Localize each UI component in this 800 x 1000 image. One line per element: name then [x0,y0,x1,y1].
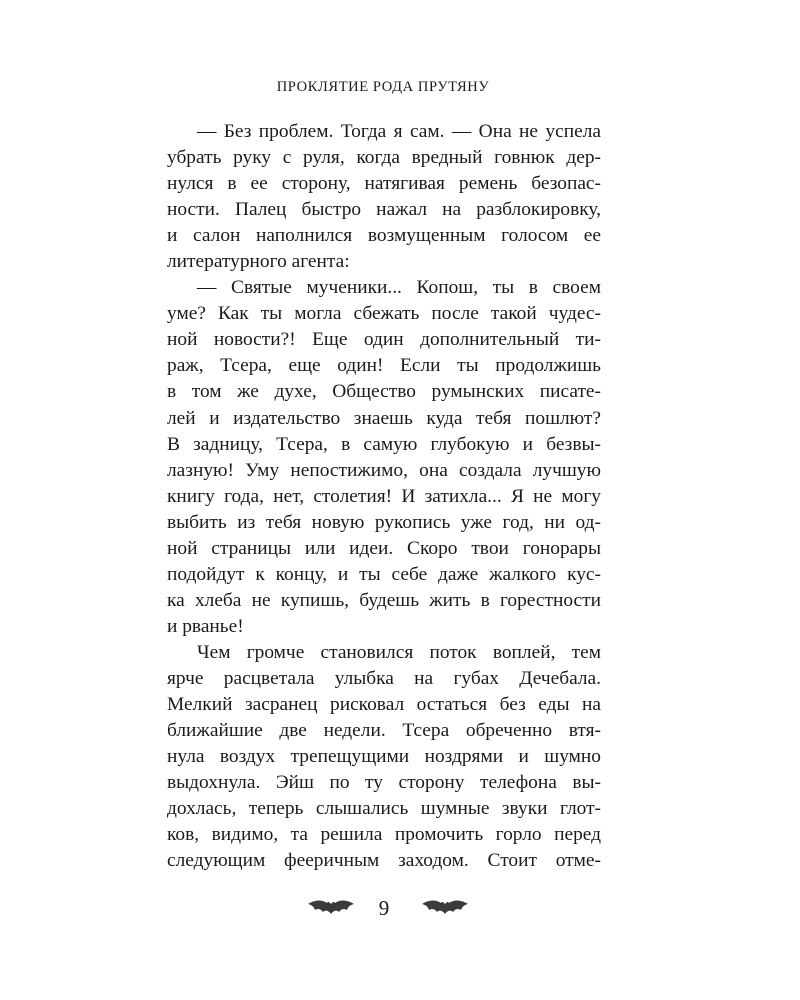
bat-icon [307,898,355,920]
text-line: ной страницы или идеи. Скоро твои гонорары [167,537,601,559]
text-line: нула воздух трепещущими ноздрями и шумно [167,746,601,768]
body-text [167,119,601,874]
paragraph [167,640,601,874]
text-line: книгу года, нет, столетия! И затихла... Я не могу [167,485,601,507]
text-line: — Без проблем. Тогда я сам. — Она не успела [197,121,601,142]
text-line: лазную! Уму непостижимо, она создала лучшую [167,459,601,481]
text-line: В задницу, Тсера, в самую глубокую и безвы- [167,433,601,455]
paragraph [167,275,601,640]
text-line: следующим фееричным заходом. Стоит отме- [167,850,601,872]
text-line: Мелкий засранец рисковал остаться без еды на [167,694,601,716]
text-line: ближайшие две недели. Тсера обреченно втя- [167,720,601,742]
paragraph [167,119,601,275]
text-line: выдохнула. Эйш по ту сторону телефона вы- [167,772,601,794]
text-line: и рванье! [167,615,244,637]
text-line: — Святые мученики... Копош, ты в своем [197,277,601,299]
text-line: выбить из тебя новую рукопись уже год, ни од- [167,511,601,533]
page-number: 9 [378,896,390,920]
text-line: ной новости?! Еще один дополнительный ти- [167,329,601,351]
text-line: ности. Палец быстро нажал на разблокировку, [167,199,601,221]
text-line: в том же духе, Общество румынских писате- [167,381,601,403]
running-head: ПРОКЛЯТИЕ РОДА ПРУТЯНУ [276,79,490,95]
bat-icon [421,898,469,920]
text-line: подойдут к концу, и ты себе даже жалкого кус- [167,563,601,585]
text-line: убрать руку с руля, когда вредный говнюк дер- [167,147,601,169]
text-line: ярче расцветала улыбка на губах Дечебала. [167,667,601,689]
text-line: дохлась, теперь слышались шумные звуки глот- [167,798,601,820]
page-footer [0,890,800,930]
text-line: ка хлеба не купишь, будешь жить в горестности [167,589,601,611]
text-line: литературного агента: [167,251,350,273]
text-line: нулся в ее сторону, натягивая ремень безопас- [167,173,601,195]
text-line: раж, Тсера, еще один! Если ты продолжишь [167,355,601,377]
text-line: уме? Как ты могла сбежать после такой чудес- [167,303,601,325]
text-line: ков, видимо, та решила промочить горло перед [167,824,601,846]
text-line: Чем громче становился поток воплей, тем [197,641,601,663]
text-line: лей и издательство знаешь куда тебя пошлют? [167,407,601,429]
text-line: и салон наполнился возмущенным голосом ее [167,225,601,247]
